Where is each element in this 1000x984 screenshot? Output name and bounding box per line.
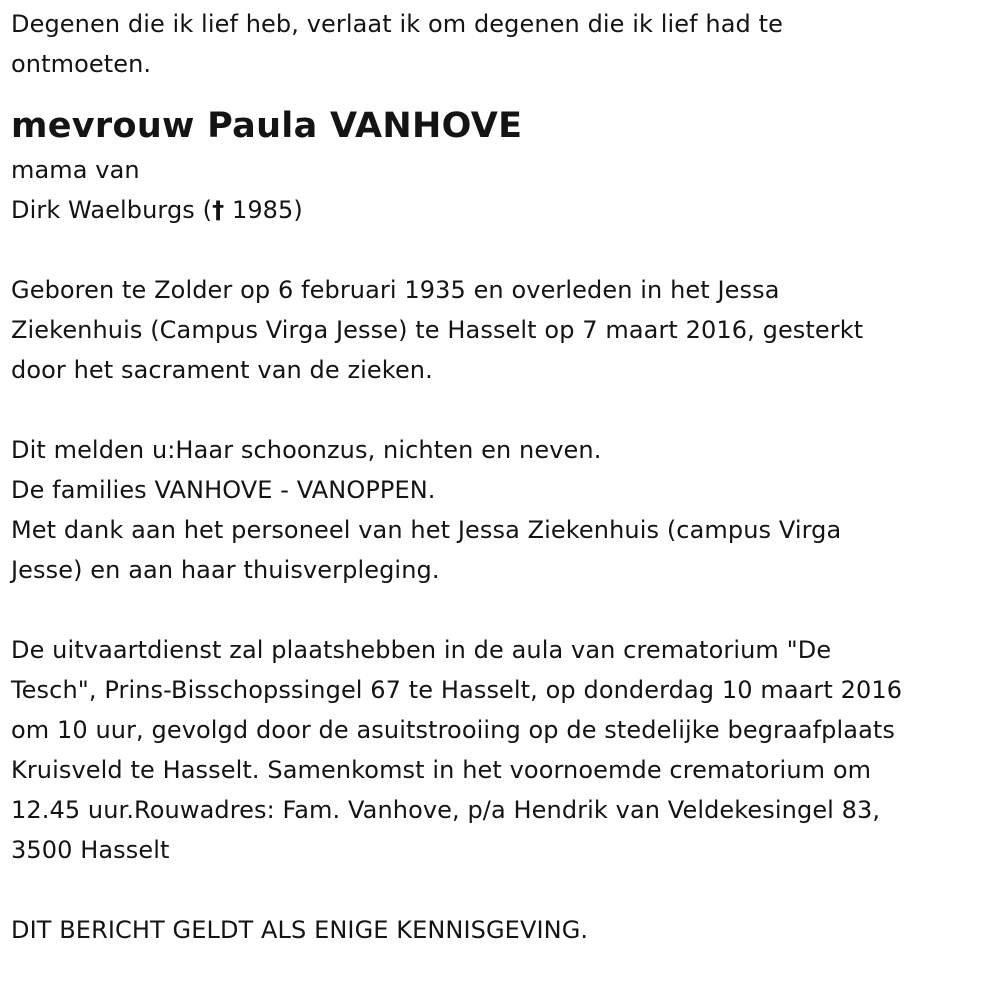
deceased-name: mevrouw Paula VANHOVE [11,106,523,146]
text-line: De uitvaartdienst zal plaatshebben in de aula van crematorium "De [11,636,832,664]
text-line: 12.45 uur.Rouwadres: Fam. Vanhove, p/a Hendrik van Veldekesingel 83, [11,796,881,824]
text-line: Jesse) en aan haar thuisverpleging. [11,556,440,584]
family-relation [11,150,986,230]
text-line: Met dank aan het personeel van het Jessa Ziekenhuis (campus Virga [11,516,842,544]
spacer [11,870,986,910]
opening-quote [11,4,986,84]
text-line: door het sacrament van de zieken. [11,356,433,384]
notice-text: DIT BERICHT GELDT ALS ENIGE KENNISGEVING. [11,916,589,944]
child-death-year: 1985) [224,196,303,224]
quote-line: ontmoeten. [11,50,152,78]
spacer [11,230,986,270]
text-line: Tesch", Prins-Bisschopssingel 67 te Hasselt, op donderdag 10 maart 2016 [11,676,903,704]
text-line: Kruisveld te Hasselt. Samenkomst in het voornoemde crematorium om [11,756,872,784]
text-line: Geboren te Zolder op 6 februari 1935 en overleden in het Jessa [11,276,780,304]
relation-label: mama van [11,156,140,184]
announcement-paragraph [11,430,986,590]
text-line: Dit melden u:Haar schoonzus, nichten en neven. [11,436,602,464]
child-name: Dirk Waelburgs ( [11,196,213,224]
funeral-paragraph [11,630,986,870]
birth-death-paragraph [11,270,986,390]
text-line: Ziekenhuis (Campus Virga Jesse) te Hasselt op 7 maart 2016, gesterkt [11,316,864,344]
child-entry [11,190,986,230]
quote-line: Degenen die ik lief heb, verlaat ik om degenen die ik lief had te [11,10,783,38]
text-line: 3500 Hasselt [11,836,170,864]
text-line: De families VANHOVE - VANOPPEN. [11,476,436,504]
text-line: om 10 uur, gevolgd door de asuitstrooiing op de stedelijke begraafplaats [11,716,896,744]
notice-paragraph [11,910,986,950]
cross-icon: † [212,196,225,224]
spacer [11,390,986,430]
spacer [11,590,986,630]
